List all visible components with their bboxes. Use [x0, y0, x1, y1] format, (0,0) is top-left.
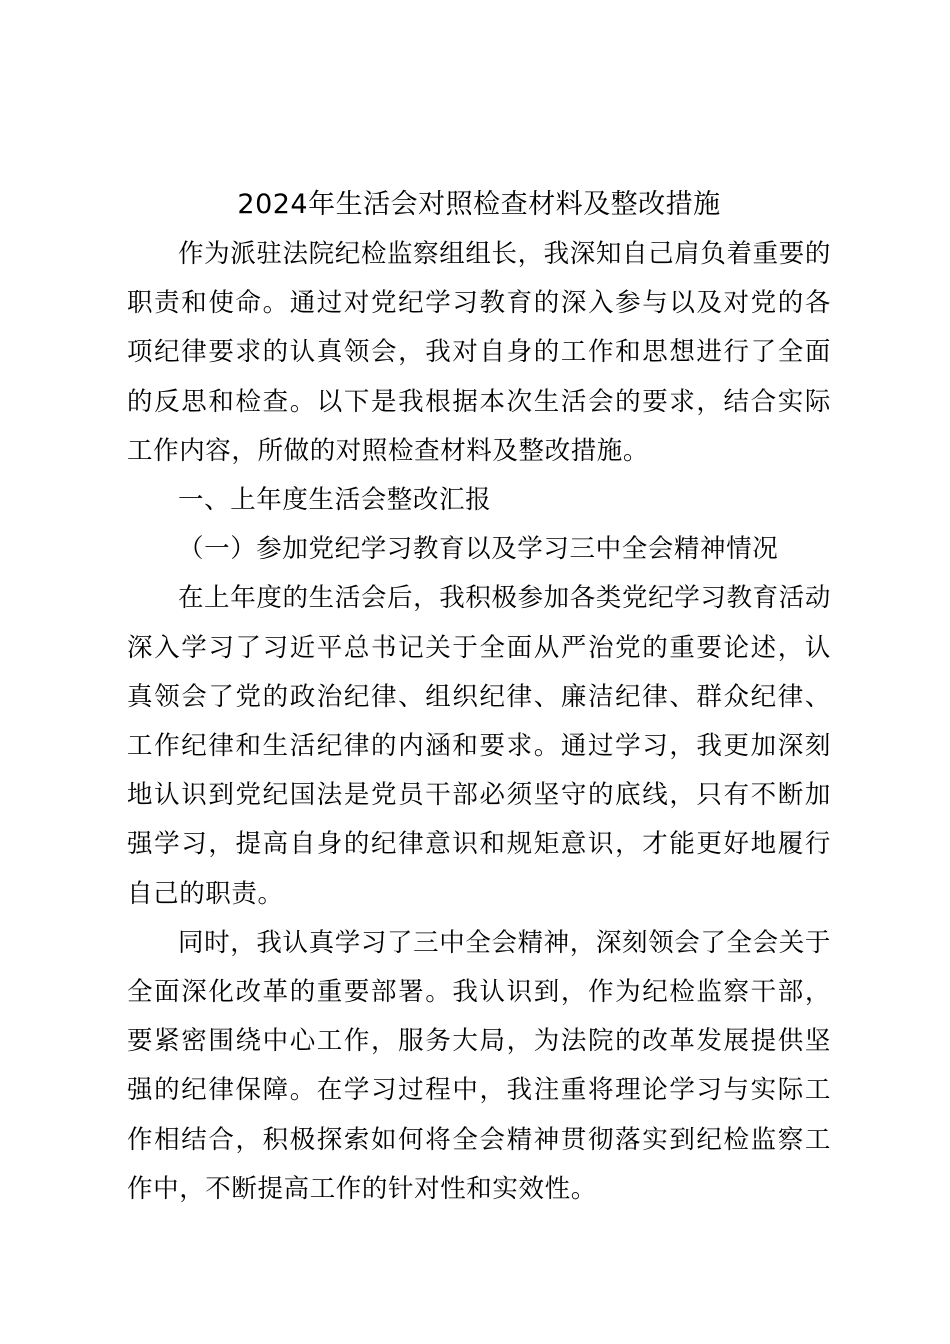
- intro-paragraph: 作为派驻法院纪检监察组组长，我深知自己肩负着重要的职责和使命。通过对党纪学习教育的深入参与以及对党的各项纪律要求的认真领会，我对自身的工作和思想进行了全面的反思和检查。以下是我根据本次生活会的要求，结合实际工作内容，所做的对照检查材料及整改措施。: [127, 239, 831, 466]
- body-paragraph-2: 同时，我认真学习了三中全会精神，深刻领会了全会关于全面深化改革的重要部署。我认识到，作为纪检监察干部，要紧密围绕中心工作，服务大局，为法院的改革发展提供坚强的纪律保障。在学习过程中，我注重将理论学习与实际工作相结合，积极探索如何将全会精神贯彻落实到纪检监察工作中，不断提高工作的针对性和实效性。: [127, 927, 831, 1204]
- body-paragraph-1: 在上年度的生活会后，我积极参加各类党纪学习教育活动深入学习了习近平总书记关于全面从严治党的重要论述，认真领会了党的政治纪律、组织纪律、廉洁纪律、群众纪律、工作纪律和生活纪律的内涵和要求。通过学习，我更加深刻地认识到党纪国法是党员干部必须坚守的底线，只有不断加强学习，提高自身的纪律意识和规矩意识，才能更好地履行自己的职责。: [127, 583, 831, 909]
- document-body: [127, 182, 831, 1214]
- document-title: 2024年生活会对照检查材料及整改措施: [237, 189, 721, 220]
- subsection-heading: （一）参加党纪学习教育以及学习三中全会精神情况: [178, 534, 779, 565]
- section-heading: 一、上年度生活会整改汇报: [178, 485, 492, 516]
